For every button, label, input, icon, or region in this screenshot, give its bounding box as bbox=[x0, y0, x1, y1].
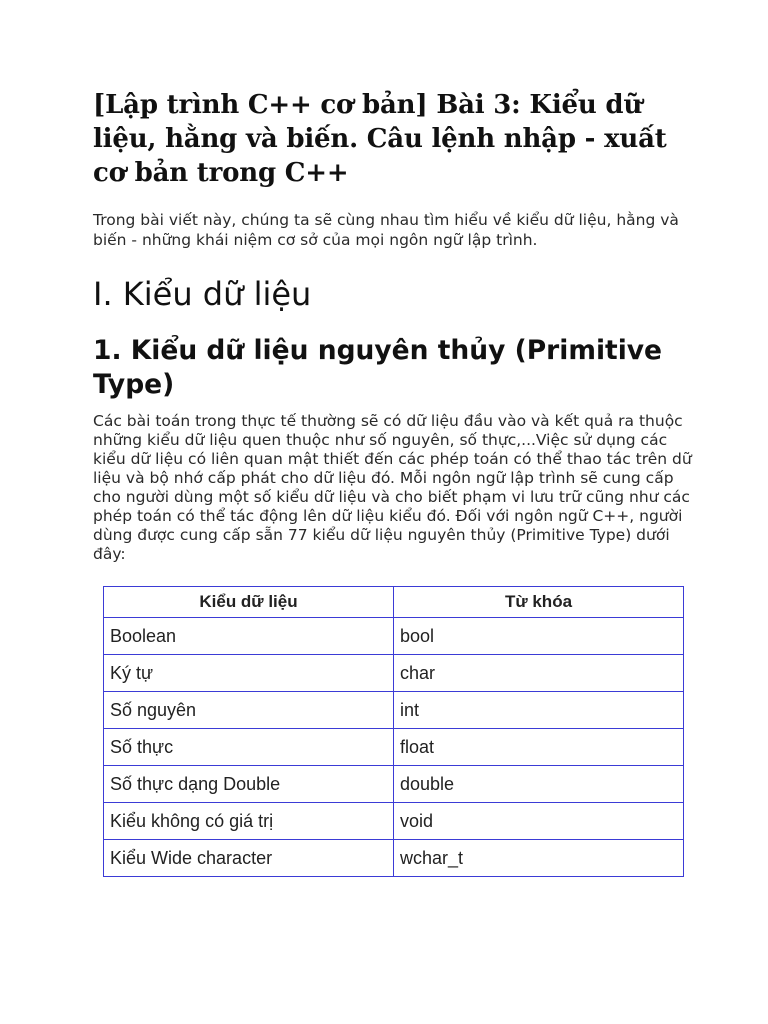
body-paragraph: Các bài toán trong thực tế thường sẽ có dữ liệu đầu vào và kết quả ra thuộc những kiểu dữ liệu quen thuộc như số nguyên, số thực,...Việc sử dụng các kiểu dữ liệu có liên quan mật thiết đến các phép toán có thể thao tác trên dữ liệu và bộ nhớ cấp phát cho dữ liệu đó. Mỗi ngôn ngữ lập trình sẽ cung cấp cho người dùng một số kiểu dữ liệu và cho biết phạm vi lưu trữ cũng như các phép toán có thể tác động lên dữ liệu kiểu đó. Đối với ngôn ngữ C++, người dùng được cung cấp sẵn 77 kiểu dữ liệu nguyên thủy (Primitive Type) dưới đây: bbox=[93, 412, 692, 563]
table-cell-type: Số nguyên bbox=[104, 692, 394, 729]
table-cell-type: Ký tự bbox=[104, 655, 394, 692]
table-cell-type: Kiểu không có giá trị bbox=[104, 803, 394, 840]
table-cell-keyword: bool bbox=[394, 618, 684, 655]
table-row bbox=[104, 692, 684, 729]
table-cell-keyword: char bbox=[394, 655, 684, 692]
table-header-row bbox=[104, 587, 684, 618]
table-row bbox=[104, 766, 684, 803]
table-row bbox=[104, 729, 684, 766]
data-types-table bbox=[103, 586, 684, 877]
table-row bbox=[104, 803, 684, 840]
table-cell-keyword: void bbox=[394, 803, 684, 840]
table-cell-type: Số thực dạng Double bbox=[104, 766, 394, 803]
table-row bbox=[104, 840, 684, 877]
intro-paragraph: Trong bài viết này, chúng ta sẽ cùng nhau tìm hiểu về kiểu dữ liệu, hằng và biến - những khái niệm cơ sở của mọi ngôn ngữ lập trình. bbox=[93, 211, 679, 249]
table-cell-keyword: double bbox=[394, 766, 684, 803]
table-cell-type: Số thực bbox=[104, 729, 394, 766]
table-cell-keyword: float bbox=[394, 729, 684, 766]
table-cell-type: Kiểu Wide character bbox=[104, 840, 394, 877]
data-types-table-wrapper bbox=[103, 586, 685, 877]
subsection-heading: 1. Kiểu dữ liệu nguyên thủy (Primitive Type) bbox=[93, 335, 663, 400]
section-heading: I. Kiểu dữ liệu bbox=[93, 275, 312, 313]
table-cell-keyword: wchar_t bbox=[394, 840, 684, 877]
table-row bbox=[104, 618, 684, 655]
table-row bbox=[104, 655, 684, 692]
table-header-cell: Từ khóa bbox=[394, 587, 684, 618]
table-header-cell: Kiểu dữ liệu bbox=[104, 587, 394, 618]
document-page bbox=[93, 88, 693, 564]
table-cell-type: Boolean bbox=[104, 618, 394, 655]
table-cell-keyword: int bbox=[394, 692, 684, 729]
page-title: [Lập trình C++ cơ bản] Bài 3: Kiểu dữ liệu, hằng và biến. Câu lệnh nhập - xuất cơ bản trong C++ bbox=[93, 90, 667, 188]
